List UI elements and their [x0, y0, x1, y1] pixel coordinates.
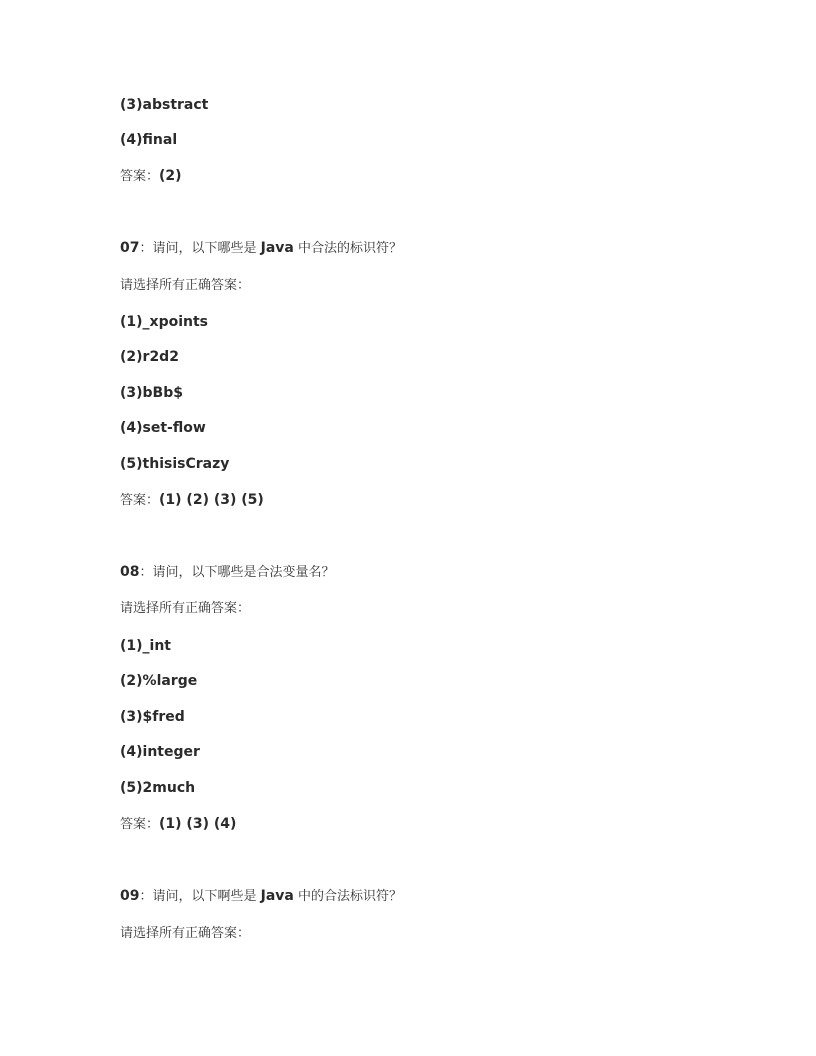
- question-08: [120, 563, 335, 582]
- answer-value: (2): [159, 168, 182, 184]
- question-text-end: 中合法的标识符？: [293, 241, 402, 256]
- question-text-java: Java: [260, 888, 294, 904]
- question-number: 08: [120, 564, 140, 580]
- question-text: ：请问，以下哪些是合法变量名？: [139, 565, 335, 580]
- option-2: (2)r2d2: [120, 349, 179, 365]
- option-3: (3)abstract: [120, 97, 209, 113]
- question-text-end: 中的合法标识符？: [293, 889, 402, 904]
- question-number: 07: [120, 240, 140, 256]
- answer-value: (1) (2) (3) (5): [159, 492, 264, 508]
- option-1: (1)_int: [120, 638, 171, 654]
- option-3: (3)$fred: [120, 709, 185, 725]
- answer-label: 答案：: [120, 493, 160, 508]
- option-1: (1)_xpoints: [120, 314, 208, 330]
- option-4: (4)set-flow: [120, 420, 206, 436]
- option-4: (4)integer: [120, 744, 200, 760]
- option-5: (5)thisisCrazy: [120, 456, 230, 472]
- question-text: ：请问，以下哪些是: [139, 241, 261, 256]
- answer-label: 答案：: [120, 169, 160, 184]
- option-5: (5)2much: [120, 780, 196, 796]
- question-instruction: 请选择所有正确答案：: [120, 601, 251, 616]
- answer-line: [120, 167, 182, 186]
- answer-line: [120, 491, 264, 510]
- answer-label: 答案：: [120, 817, 160, 832]
- answer-line: [120, 815, 236, 834]
- question-instruction: 请选择所有正确答案：: [120, 278, 251, 293]
- question-text-java: Java: [260, 240, 294, 256]
- question-text: ：请问，以下啊些是: [139, 889, 261, 904]
- option-4: (4)final: [120, 132, 178, 148]
- question-09: [120, 887, 402, 906]
- option-3: (3)bBb$: [120, 385, 183, 401]
- question-07: [120, 239, 402, 258]
- question-instruction: 请选择所有正确答案：: [120, 926, 251, 941]
- option-2: (2)%large: [120, 673, 198, 689]
- answer-value: (1) (3) (4): [159, 816, 237, 832]
- question-number: 09: [120, 888, 140, 904]
